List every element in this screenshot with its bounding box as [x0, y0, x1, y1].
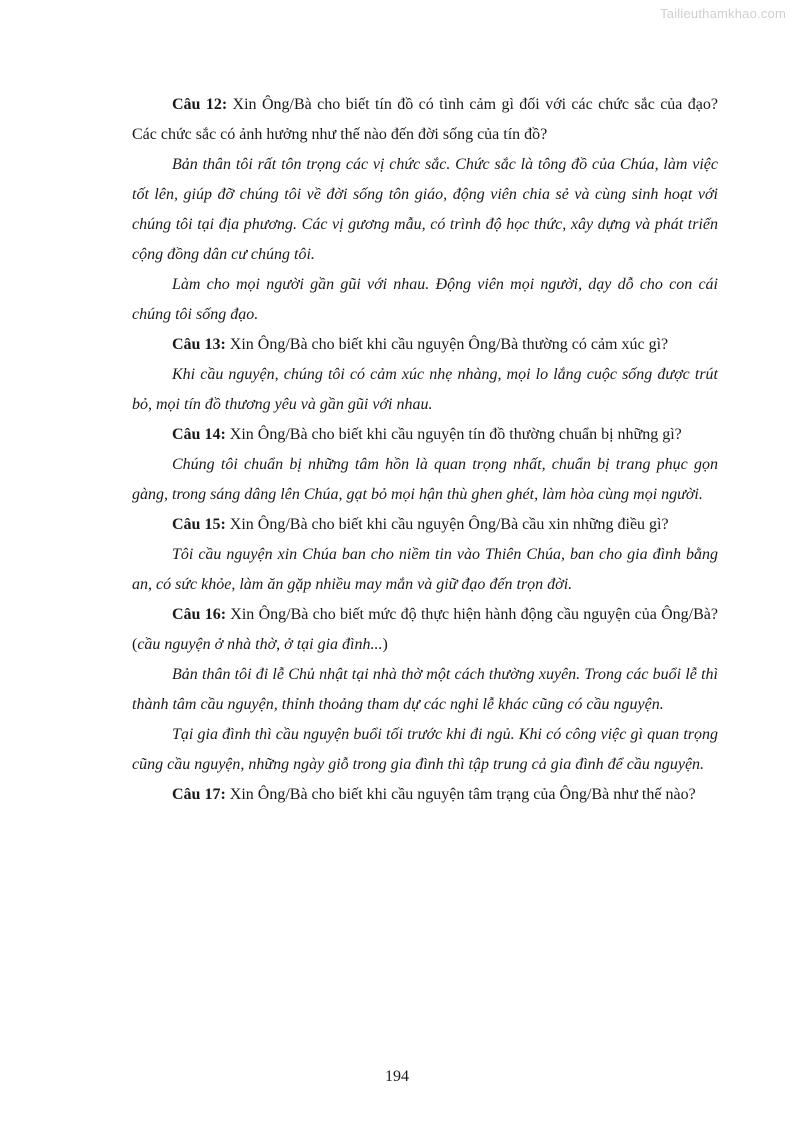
answer-paragraph: Chúng tôi chuẩn bị những tâm hồn là quan trọng nhất, chuẩn bị trang phục gọn gàng, trong sáng dâng lên Chúa, gạt bỏ mọi hận thù ghen ghét, làm hòa cùng mọi người. [132, 456, 718, 503]
watermark-text: Tailieuthamkhao.com [660, 6, 786, 21]
question-text: Xin Ông/Bà cho biết tín đồ có tình cảm gì đối với các chức sắc của đạo? Các chức sắc có ảnh hưởng như thế nào đến đời sống của tín đồ? [132, 96, 718, 143]
question-label: Câu 16: [172, 606, 227, 623]
question-label: Câu 14: [172, 426, 226, 443]
answer-paragraph: Tại gia đình thì cầu nguyện buổi tối trước khi đi ngủ. Khi có công việc gì quan trọng cũng cầu nguyện, những ngày giỗ trong gia đình thì tập trung cả gia đình để cầu nguyện. [132, 726, 718, 773]
answer-paragraph: Bản thân tôi rất tôn trọng các vị chức sắc. Chức sắc là tông đồ của Chúa, làm việc tốt lên, giúp đỡ chúng tôi về đời sống tôn giáo, động viên chia sẻ và cùng sinh hoạt với chúng tôi tại địa phương. Các vị gương mẫu, có trình độ học thức, xây dựng và phát triển cộng đồng dân cư chúng tôi. [132, 156, 718, 263]
question-text: Xin Ông/Bà cho biết mức độ thực hiện hành động cầu nguyện của Ông/Bà? ( [132, 606, 718, 653]
question-14 [132, 420, 718, 450]
question-text: Xin Ông/Bà cho biết khi cầu nguyện tâm trạng của Ông/Bà như thế nào? [225, 786, 696, 803]
question-13 [132, 330, 718, 360]
answer-paragraph: Làm cho mọi người gần gũi với nhau. Động viên mọi người, dạy dỗ cho con cái chúng tôi sống đạo. [132, 276, 718, 323]
question-text: Xin Ông/Bà cho biết khi cầu nguyện Ông/Bà thường có cảm xúc gì? [225, 336, 669, 353]
question-12 [132, 90, 718, 150]
question-label: Câu 17: [172, 786, 226, 803]
question-text: Xin Ông/Bà cho biết khi cầu nguyện tín đồ thường chuẩn bị những gì? [225, 426, 682, 443]
question-text-end: ) [382, 636, 388, 653]
answer-paragraph: Khi cầu nguyện, chúng tôi có cảm xúc nhẹ nhàng, mọi lo lắng cuộc sống được trút bỏ, mọi tín đồ thương yêu và gần gũi với nhau. [132, 366, 718, 413]
question-label: Câu 12: [172, 96, 228, 113]
page-number: 194 [385, 1068, 409, 1085]
question-label: Câu 15: [172, 516, 226, 533]
question-italic-note: cầu nguyện ở nhà thờ, ở tại gia đình... [137, 636, 383, 653]
question-label: Câu 13: [172, 336, 226, 353]
question-15 [132, 510, 718, 540]
answer-paragraph: Tôi cầu nguyện xin Chúa ban cho niềm tin vào Thiên Chúa, ban cho gia đình bằng an, có sức khỏe, làm ăn gặp nhiều may mắn và giữ đạo đến trọn đời. [132, 546, 718, 593]
question-text: Xin Ông/Bà cho biết khi cầu nguyện Ông/Bà cầu xin những điều gì? [225, 516, 669, 533]
document-body [132, 90, 718, 810]
question-17 [132, 780, 718, 810]
question-16 [132, 600, 718, 660]
answer-paragraph: Bản thân tôi đi lễ Chủ nhật tại nhà thờ một cách thường xuyên. Trong các buổi lễ thì thành tâm cầu nguyện, thỉnh thoảng tham dự các nghi lễ khác cũng có cầu nguyện. [132, 666, 718, 713]
